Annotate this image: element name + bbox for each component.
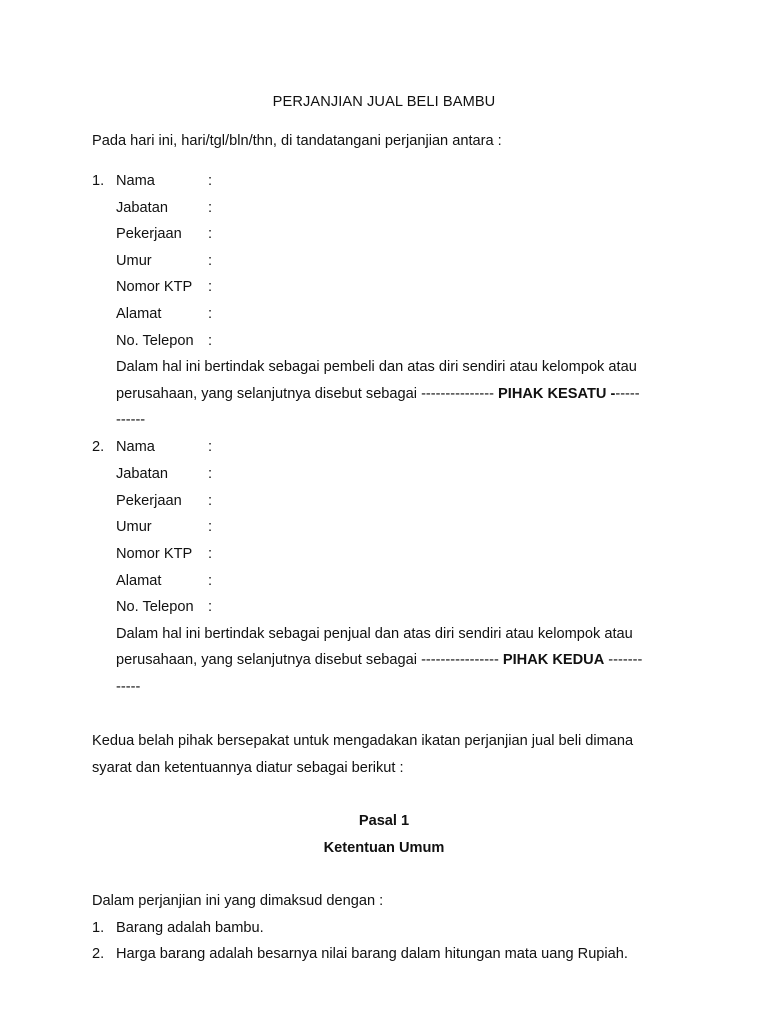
party-1-ktp-label: Nomor KTP xyxy=(116,279,193,295)
agreement-line-1: Kedua belah pihak bersepakat untuk mengadakan ikatan perjanjian jual beli dimana xyxy=(92,733,634,749)
party-1-umur-colon: : xyxy=(208,253,213,269)
party-2-umur-colon: : xyxy=(208,519,213,535)
party-2-nama-colon: : xyxy=(208,439,213,455)
party-1-statement-line-1: Dalam hal ini bertindak sebagai pembeli dan atas diri sendiri atau kelompok atau xyxy=(116,359,637,375)
pasal-1-intro: Dalam perjanjian ini yang dimaksud dengan : xyxy=(92,893,384,909)
party-2-umur-label: Umur xyxy=(116,519,152,535)
party-1-statement-line-2 xyxy=(116,385,640,403)
party-1-ktp-colon: : xyxy=(208,279,213,295)
party-1-nama-label: Nama xyxy=(116,173,155,189)
party-2-jabatan-label: Jabatan xyxy=(116,466,168,482)
party-1-statement-suffix: ----- xyxy=(615,386,640,402)
party-2-statement-line-2 xyxy=(116,651,642,669)
party-2-alamat-colon: : xyxy=(208,573,213,589)
party-2-nama-label: Nama xyxy=(116,439,155,455)
party-2-number: 2. xyxy=(92,439,105,455)
party-2-statement-suffix: ------- xyxy=(604,652,643,668)
party-1-telepon-colon: : xyxy=(208,333,213,349)
party-2-statement-prefix: perusahaan, yang selanjutnya disebut sebagai ---------------- xyxy=(116,652,503,668)
party-2-jabatan-colon: : xyxy=(208,466,213,482)
party-1-alamat-label: Alamat xyxy=(116,306,162,322)
pasal-1-item-1-number: 1. xyxy=(92,920,105,936)
pasal-1-subheading: Ketentuan Umum xyxy=(323,840,445,856)
agreement-line-2: syarat dan ketentuannya diatur sebagai berikut : xyxy=(92,760,404,776)
party-1-pekerjaan-label: Pekerjaan xyxy=(116,226,182,242)
party-2-telepon-colon: : xyxy=(208,599,213,615)
party-1-umur-label: Umur xyxy=(116,253,152,269)
party-1-jabatan-colon: : xyxy=(208,200,213,216)
party-2-ktp-label: Nomor KTP xyxy=(116,546,193,562)
intro-paragraph: Pada hari ini, hari/tgl/bln/thn, di tandatangani perjanjian antara : xyxy=(92,133,502,149)
party-2-pekerjaan-label: Pekerjaan xyxy=(116,493,182,509)
document-title: PERJANJIAN JUAL BELI BAMBU xyxy=(272,94,496,110)
pasal-1-heading: Pasal 1 xyxy=(358,813,410,829)
party-2-ktp-colon: : xyxy=(208,546,213,562)
party-2-telepon-label: No. Telepon xyxy=(116,599,194,615)
party-1-statement-prefix: perusahaan, yang selanjutnya disebut sebagai --------------- xyxy=(116,386,499,402)
party-1-nama-colon: : xyxy=(208,173,213,189)
party-1-telepon-label: No. Telepon xyxy=(116,333,194,349)
party-2-statement-line-3: ----- xyxy=(116,679,141,695)
party-2-pekerjaan-colon: : xyxy=(208,493,213,509)
party-2-alamat-label: Alamat xyxy=(116,573,162,589)
party-1-jabatan-label: Jabatan xyxy=(116,200,168,216)
pasal-1-item-2-number: 2. xyxy=(92,946,105,962)
party-2-role-label: PIHAK KEDUA xyxy=(502,652,605,668)
pasal-1-item-2-text: Harga barang adalah besarnya nilai barang dalam hitungan mata uang Rupiah. xyxy=(116,946,628,962)
pasal-1-item-1-text: Barang adalah bambu. xyxy=(116,920,264,936)
party-1-statement-line-3: ------ xyxy=(116,412,146,428)
party-2-statement-line-1: Dalam hal ini bertindak sebagai penjual dan atas diri sendiri atau kelompok atau xyxy=(116,626,633,642)
party-1-role-label: PIHAK KESATU - xyxy=(498,386,616,402)
party-1-pekerjaan-colon: : xyxy=(208,226,213,242)
party-1-alamat-colon: : xyxy=(208,306,213,322)
party-1-number: 1. xyxy=(92,173,105,189)
